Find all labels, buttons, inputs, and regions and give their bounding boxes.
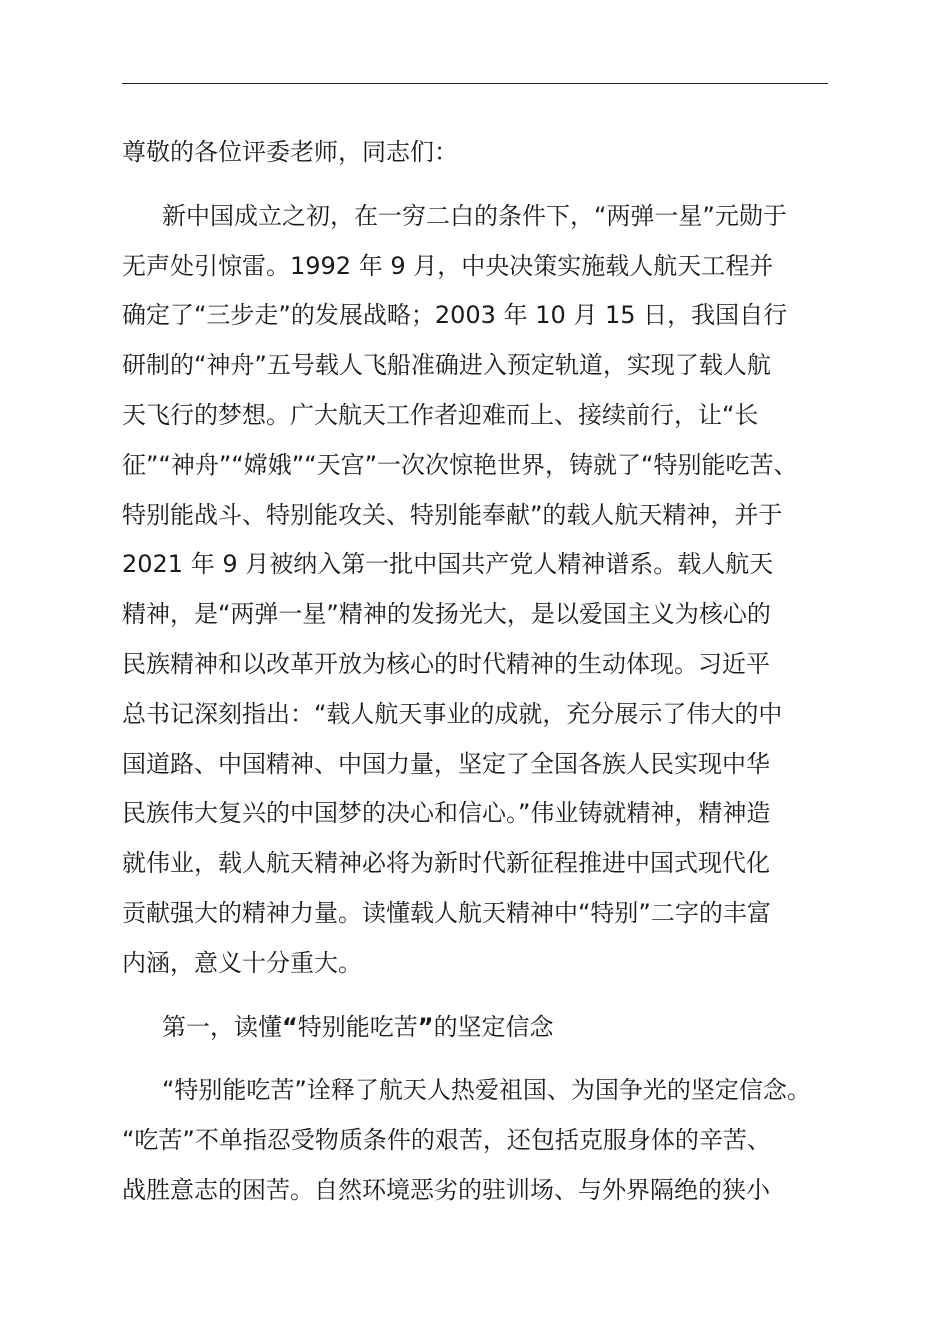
greeting: 尊敬的各位评委老师，同志们： xyxy=(122,138,458,166)
paragraph-line: 2021 年 9 月被纳入第一批中国共产党人精神谱系。载人航天 xyxy=(122,550,774,579)
paragraph-line: 国道路、中国精神、中国力量，坚定了全国各族人民实现中华 xyxy=(122,749,770,778)
paragraph-line: 无声处引惊雷。1992 年 9 月，中央决策实施载人航天工程并 xyxy=(122,251,774,280)
paragraph-line: 天飞行的梦想。广大航天工作者迎难而上、接续前行，让“长 xyxy=(122,400,759,429)
header-rule xyxy=(122,83,828,84)
heading-prefix: 第一，读懂 xyxy=(162,1012,282,1041)
paragraph-intro xyxy=(122,192,842,989)
paragraph-line: 精神，是“两弹一星”精神的发扬光大，是以爱国主义为核心的 xyxy=(122,600,771,629)
paragraph-line: “特别能吃苦”诠释了航天人热爱祖国、为国争光的坚定信念。 xyxy=(162,1076,811,1105)
paragraph-line: 总书记深刻指出：“载人航天事业的成就，充分展示了伟大的中 xyxy=(122,699,783,728)
paragraph-line: 特别能战斗、特别能攻关、特别能奉献”的载人航天精神，并于 xyxy=(122,500,783,529)
paragraph-line: “吃苦”不单指忍受物质条件的艰苦，还包括克服身体的辛苦、 xyxy=(122,1126,771,1155)
paragraph-line: 战胜意志的困苦。自然环境恶劣的驻训场、与外界隔绝的狭小 xyxy=(122,1175,770,1204)
heading-term: 特别能吃苦 xyxy=(297,1012,418,1041)
paragraph-line: 民族伟大复兴的中国梦的决心和信心。”伟业铸就精神，精神造 xyxy=(122,799,771,828)
paragraph-section-1 xyxy=(122,1066,842,1215)
paragraph-line: 确定了“三步走”的发展战略；2003 年 10 月 15 日，我国自行 xyxy=(122,301,788,330)
paragraph-line: 就伟业，载人航天精神必将为新时代新征程推进中国式现代化 xyxy=(122,849,770,878)
heading-open-quote: “ xyxy=(282,1012,298,1041)
heading-suffix: 的坚定信念 xyxy=(433,1012,554,1041)
paragraph-line: 内涵，意义十分重大。 xyxy=(122,948,362,977)
paragraph-line: 研制的“神舟”五号载人飞船准确进入预定轨道，实现了载人航 xyxy=(122,351,771,380)
paragraph-line: 新中国成立之初，在一穷二白的条件下，“两弹一星”元勋于 xyxy=(162,201,787,230)
paragraph-line: 民族精神和以改革开放为核心的时代精神的生动体现。习近平 xyxy=(122,649,770,678)
paragraph-line: 贡献强大的精神力量。读懂载人航天精神中“特别”二字的丰富 xyxy=(122,898,771,927)
section-heading-1 xyxy=(122,1003,842,1053)
heading-close-quote: ” xyxy=(417,1012,434,1041)
document-body xyxy=(122,128,842,1216)
paragraph-line: 征”“神舟”“嫦娥”“天宫”一次次惊艳世界，铸就了“特别能吃苦、 xyxy=(122,450,798,479)
